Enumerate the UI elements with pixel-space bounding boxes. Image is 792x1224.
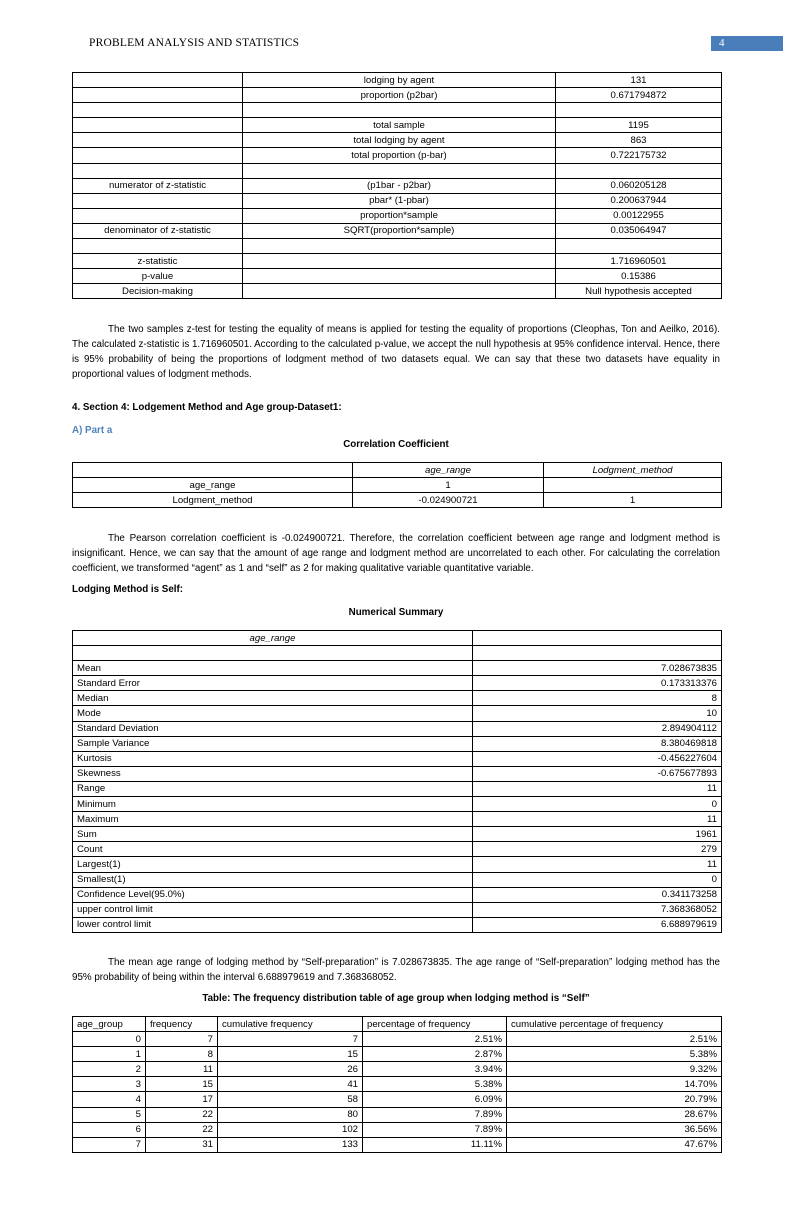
stat-label: Mode <box>73 706 473 721</box>
table-cell: 22 <box>146 1107 218 1122</box>
stat-label: Skewness <box>73 766 473 781</box>
column-header: age_range <box>353 463 544 478</box>
stat-value: 6.688979619 <box>473 917 722 932</box>
table-row <box>73 766 722 781</box>
table-cell: 1 <box>73 1047 146 1062</box>
table-cell: 11.11% <box>363 1137 507 1152</box>
table-cell: -0.024900721 <box>353 493 544 508</box>
table-cell <box>73 646 473 661</box>
table-cell: 15 <box>146 1077 218 1092</box>
table-row <box>73 1032 722 1047</box>
table-row <box>73 118 722 133</box>
table-row <box>73 254 722 269</box>
stat-label: Largest(1) <box>73 857 473 872</box>
table-cell <box>73 239 243 254</box>
table-cell <box>243 103 556 118</box>
table-header-row <box>73 463 722 478</box>
stat-label: Sum <box>73 827 473 842</box>
self-heading: Lodging Method is Self: <box>72 584 184 595</box>
table-row <box>73 751 722 766</box>
stat-value: 7.028673835 <box>473 661 722 676</box>
table-row <box>73 478 722 493</box>
table-cell: 7.89% <box>363 1122 507 1137</box>
stat-value: 2.894904112 <box>473 721 722 736</box>
column-header: percentage of frequency <box>363 1017 507 1032</box>
correlation-table <box>72 462 722 508</box>
page-number: 4 <box>711 36 783 51</box>
stat-label: Confidence Level(95.0%) <box>73 887 473 902</box>
table-cell: 17 <box>146 1092 218 1107</box>
table-row <box>73 736 722 751</box>
stat-value: 0 <box>473 872 722 887</box>
table-cell: 20.79% <box>507 1092 722 1107</box>
table-cell: 0 <box>73 1032 146 1047</box>
table-row <box>73 239 722 254</box>
table-cell <box>556 103 722 118</box>
table-cell: 2.51% <box>363 1032 507 1047</box>
table-row <box>73 812 722 827</box>
summary-caption: Numerical Summary <box>348 607 444 618</box>
table-cell: pbar* (1-pbar) <box>243 193 556 208</box>
table-cell <box>73 193 243 208</box>
table-row <box>73 646 722 661</box>
table-row <box>73 1092 722 1107</box>
table-cell <box>243 163 556 178</box>
stat-value: 8 <box>473 691 722 706</box>
table-cell: Null hypothesis accepted <box>556 284 722 299</box>
table-cell: 0.035064947 <box>556 223 722 238</box>
stat-value: -0.675677893 <box>473 766 722 781</box>
table-cell: 58 <box>218 1092 363 1107</box>
table-cell <box>473 631 722 646</box>
table-cell: 2.51% <box>507 1032 722 1047</box>
table-cell: 5 <box>73 1107 146 1122</box>
table-cell <box>73 148 243 163</box>
column-header: cumulative frequency <box>218 1017 363 1032</box>
table-row <box>73 842 722 857</box>
table-row <box>73 103 722 118</box>
table-row <box>73 872 722 887</box>
column-header <box>73 463 353 478</box>
table-cell: 31 <box>146 1137 218 1152</box>
table-cell <box>73 163 243 178</box>
table-cell: 28.67% <box>507 1107 722 1122</box>
column-header: age_group <box>73 1017 146 1032</box>
table-cell: proportion (p2bar) <box>243 88 556 103</box>
table-cell: 2.87% <box>363 1047 507 1062</box>
page-header-title: PROBLEM ANALYSIS AND STATISTICS <box>89 37 300 49</box>
table-cell <box>556 163 722 178</box>
stat-value: 1961 <box>473 827 722 842</box>
table-row <box>73 208 722 223</box>
table-row <box>73 706 722 721</box>
table-row <box>73 133 722 148</box>
table-row <box>73 857 722 872</box>
table-cell: Lodgment_method <box>73 493 353 508</box>
table-cell: 0.060205128 <box>556 178 722 193</box>
table-row <box>73 88 722 103</box>
table-cell: lodging by agent <box>243 73 556 88</box>
table-row <box>73 827 722 842</box>
paragraph-summary: The mean age range of lodging method by “Self-preparation” is 7.028673835. The age range of “Self-preparation” lodging method has the 95% probability of being within the interval 6.688979619 and 7.368368052. <box>72 957 720 983</box>
stat-value: 0.173313376 <box>473 676 722 691</box>
table-row <box>73 917 722 932</box>
table-cell: total sample <box>243 118 556 133</box>
section-4-heading: 4. Section 4: Lodgement Method and Age group-Dataset1: <box>72 402 342 413</box>
paragraph-ztest: The two samples z-test for testing the equality of means is applied for testing the equality of proportions (Cleophas, Ton and Aeilko, 2016). The calculated z-statistic is 1.716960501. According to the calculated p-value, we accept the null hypothesis at 95% confidence interval. Hence, there is 95% probability of being the proportions of lodgment method of two datasets equal. We can say that these two datasets have equality in proportional values of lodgment methods. <box>72 324 720 380</box>
part-a-heading: A) Part a <box>72 425 113 436</box>
table-cell <box>73 103 243 118</box>
stat-label: Standard Deviation <box>73 721 473 736</box>
table-row <box>73 721 722 736</box>
frequency-table <box>72 1016 722 1153</box>
stat-value: 0.341173258 <box>473 887 722 902</box>
table-cell: 2 <box>73 1062 146 1077</box>
table-cell: Decision-making <box>73 284 243 299</box>
table-cell: 5.38% <box>363 1077 507 1092</box>
table-cell: z-statistic <box>73 254 243 269</box>
table-row <box>73 148 722 163</box>
table-cell: 5.38% <box>507 1047 722 1062</box>
table-cell: 863 <box>556 133 722 148</box>
table-cell: 1.716960501 <box>556 254 722 269</box>
table-cell: numerator of z-statistic <box>73 178 243 193</box>
table-row <box>73 797 722 812</box>
stat-value: 11 <box>473 781 722 796</box>
stat-value: 279 <box>473 842 722 857</box>
table-cell: denominator of z-statistic <box>73 223 243 238</box>
stat-label: Sample Variance <box>73 736 473 751</box>
table-cell: (p1bar - p2bar) <box>243 178 556 193</box>
table-cell: total proportion (p-bar) <box>243 148 556 163</box>
table-cell: 80 <box>218 1107 363 1122</box>
stat-value: 8.380469818 <box>473 736 722 751</box>
table-row <box>73 493 722 508</box>
table-cell <box>73 208 243 223</box>
table-cell <box>73 133 243 148</box>
table-cell: 7.89% <box>363 1107 507 1122</box>
table-header-row <box>73 631 722 646</box>
stat-value: -0.456227604 <box>473 751 722 766</box>
table-cell: 26 <box>218 1062 363 1077</box>
table-cell <box>73 88 243 103</box>
table-row <box>73 1047 722 1062</box>
table-row <box>73 193 722 208</box>
frequency-caption: Table: The frequency distribution table of age group when lodging method is “Self” <box>202 993 590 1004</box>
table-header-row <box>73 1017 722 1032</box>
table-cell: 0.671794872 <box>556 88 722 103</box>
table-cell: proportion*sample <box>243 208 556 223</box>
table-row <box>73 284 722 299</box>
table-cell <box>243 239 556 254</box>
table-row <box>73 887 722 902</box>
paragraph-correlation: The Pearson correlation coefficient is -0.024900721. Therefore, the correlation coefficient between age range and lodgment method is insignificant. Hence, we can say that the amount of age range and lodgment method are uncorrelated to each other. For calculating the correlation coefficient, we transformed “agent” as 1 and “self” as 2 for making qualitative variable quantitative variable. <box>72 533 720 574</box>
stat-label: Standard Error <box>73 676 473 691</box>
table-cell: 0.15386 <box>556 269 722 284</box>
table-cell: 41 <box>218 1077 363 1092</box>
table-cell: 22 <box>146 1122 218 1137</box>
numerical-summary-table <box>72 630 722 933</box>
table-row <box>73 178 722 193</box>
stat-label: Minimum <box>73 797 473 812</box>
ztest-table <box>72 72 722 299</box>
stat-value: 11 <box>473 812 722 827</box>
table-cell: 7 <box>218 1032 363 1047</box>
stat-label: upper control limit <box>73 902 473 917</box>
table-row <box>73 691 722 706</box>
table-row <box>73 73 722 88</box>
stat-label: lower control limit <box>73 917 473 932</box>
table-cell: 0.200637944 <box>556 193 722 208</box>
table-cell: age_range <box>73 478 353 493</box>
table-cell <box>243 254 556 269</box>
table-cell: 133 <box>218 1137 363 1152</box>
table-cell <box>556 239 722 254</box>
table-cell: 1 <box>353 478 544 493</box>
table-row <box>73 163 722 178</box>
correlation-caption: Correlation Coefficient <box>343 439 449 450</box>
table-cell: total lodging by agent <box>243 133 556 148</box>
table-row <box>73 223 722 238</box>
stat-label: Mean <box>73 661 473 676</box>
stat-value: 0 <box>473 797 722 812</box>
table-row <box>73 781 722 796</box>
table-cell: 3 <box>73 1077 146 1092</box>
table-cell: 1195 <box>556 118 722 133</box>
table-cell: 15 <box>218 1047 363 1062</box>
table-cell: 0.722175732 <box>556 148 722 163</box>
table-cell: 6.09% <box>363 1092 507 1107</box>
table-cell: 9.32% <box>507 1062 722 1077</box>
stat-label: Count <box>73 842 473 857</box>
table-cell: 36.56% <box>507 1122 722 1137</box>
table-cell: 6 <box>73 1122 146 1137</box>
stat-value: 10 <box>473 706 722 721</box>
table-row <box>73 676 722 691</box>
table-cell <box>473 646 722 661</box>
column-header: frequency <box>146 1017 218 1032</box>
column-header: Lodgment_method <box>544 463 722 478</box>
table-cell: 4 <box>73 1092 146 1107</box>
table-row <box>73 1137 722 1152</box>
table-row <box>73 1107 722 1122</box>
table-cell <box>73 118 243 133</box>
table-cell: 7 <box>146 1032 218 1047</box>
table-cell: 131 <box>556 73 722 88</box>
table-row <box>73 1062 722 1077</box>
table-cell <box>544 478 722 493</box>
stat-label: Smallest(1) <box>73 872 473 887</box>
table-cell <box>243 269 556 284</box>
table-cell: SQRT(proportion*sample) <box>243 223 556 238</box>
table-cell: 102 <box>218 1122 363 1137</box>
table-cell: 47.67% <box>507 1137 722 1152</box>
stat-value: 11 <box>473 857 722 872</box>
stat-value: 7.368368052 <box>473 902 722 917</box>
table-cell: 3.94% <box>363 1062 507 1077</box>
column-header: age_range <box>73 631 473 646</box>
stat-label: Range <box>73 781 473 796</box>
stat-label: Kurtosis <box>73 751 473 766</box>
table-cell: 11 <box>146 1062 218 1077</box>
table-row <box>73 661 722 676</box>
table-cell: 7 <box>73 1137 146 1152</box>
table-cell <box>73 73 243 88</box>
table-row <box>73 902 722 917</box>
table-row <box>73 1122 722 1137</box>
stat-label: Median <box>73 691 473 706</box>
table-cell: p-value <box>73 269 243 284</box>
column-header: cumulative percentage of frequency <box>507 1017 722 1032</box>
table-cell: 8 <box>146 1047 218 1062</box>
table-cell: 0.00122955 <box>556 208 722 223</box>
table-cell: 1 <box>544 493 722 508</box>
table-cell <box>243 284 556 299</box>
table-row <box>73 1077 722 1092</box>
table-row <box>73 269 722 284</box>
stat-label: Maximum <box>73 812 473 827</box>
table-cell: 14.70% <box>507 1077 722 1092</box>
